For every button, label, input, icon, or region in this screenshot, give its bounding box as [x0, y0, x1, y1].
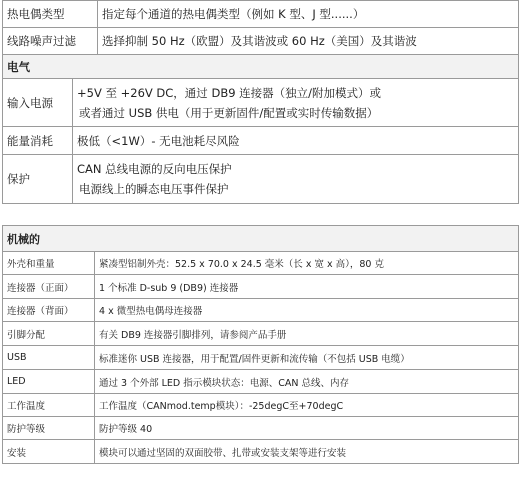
- table-row: [3, 127, 519, 155]
- table-row: [3, 1, 519, 28]
- row-label: 热电偶类型: [3, 1, 98, 28]
- row-value: [73, 155, 519, 204]
- section-header: [3, 226, 519, 252]
- row-label: 外壳和重量: [3, 252, 95, 275]
- row-label: 安装: [3, 440, 95, 464]
- section-title-electrical: 电气: [3, 55, 519, 79]
- spec-table-mechanical: [2, 225, 519, 464]
- value-line: 或者通过 USB 供电（用于更新固件/配置或实时传输数据）: [79, 105, 379, 120]
- row-label: 防护等级: [3, 417, 95, 440]
- row-value: 有关 DB9 连接器引脚排列，请参阅产品手册: [95, 322, 519, 346]
- table-row: [3, 394, 519, 417]
- row-value: 选择抑制 50 Hz（欧盟）及其谐波或 60 Hz（美国）及其谐波: [98, 28, 519, 55]
- row-label: 输入电源: [3, 79, 73, 127]
- table-row: [3, 346, 519, 370]
- row-value: 标准迷你 USB 连接器，用于配置/固件更新和流传输（不包括 USB 电缆）: [95, 346, 519, 370]
- row-label: 工作温度: [3, 394, 95, 417]
- table-row: [3, 370, 519, 394]
- section-header: [3, 55, 519, 79]
- row-value: 1 个标准 D-sub 9 (DB9) 连接器: [95, 275, 519, 299]
- row-label: 能量消耗: [3, 127, 73, 155]
- row-label: USB: [3, 346, 95, 370]
- row-label: 线路噪声过滤: [3, 28, 98, 55]
- row-label: 连接器（背面）: [3, 299, 95, 322]
- row-value: 极低（<1W）- 无电池耗尽风险: [73, 127, 519, 155]
- table-row: [3, 322, 519, 346]
- row-value: 防护等级 40: [95, 417, 519, 440]
- table-row: [3, 252, 519, 275]
- row-label: 连接器（正面）: [3, 275, 95, 299]
- row-label: 保护: [3, 155, 73, 204]
- row-value: 通过 3 个外部 LED 指示模块状态：电源、CAN 总线、内存: [95, 370, 519, 394]
- row-value: 指定每个通道的热电偶类型（例如 K 型、J 型......）: [98, 1, 519, 28]
- row-value: 紧凑型铝制外壳：52.5 x 70.0 x 24.5 毫米（长 x 宽 x 高），80 克: [95, 252, 519, 275]
- row-value: 4 x 微型热电偶母连接器: [95, 299, 519, 322]
- table-row: [3, 440, 519, 464]
- table-row: [3, 155, 519, 204]
- spec-table-top: [2, 0, 519, 55]
- value-line: +5V 至 +26V DC，通过 DB9 连接器（独立/附加模式）或: [77, 85, 382, 100]
- section-title-mechanical: 机械的: [3, 226, 519, 252]
- row-label: 引脚分配: [3, 322, 95, 346]
- table-row: [3, 299, 519, 322]
- value-line: CAN 总线电源的反向电压保护: [77, 162, 232, 176]
- spec-table-electrical: [2, 54, 519, 204]
- row-label: LED: [3, 370, 95, 394]
- table-row: [3, 79, 519, 127]
- row-value: [73, 79, 519, 127]
- table-row: [3, 275, 519, 299]
- table-row: [3, 28, 519, 55]
- value-line: 电源线上的瞬态电压事件保护: [79, 182, 229, 196]
- row-value: 模块可以通过坚固的双面胶带、扎带或安装支架等进行安装: [95, 440, 519, 464]
- row-value: 工作温度（CANmod.temp模块）：-25degC至+70degC: [95, 394, 519, 417]
- table-row: [3, 417, 519, 440]
